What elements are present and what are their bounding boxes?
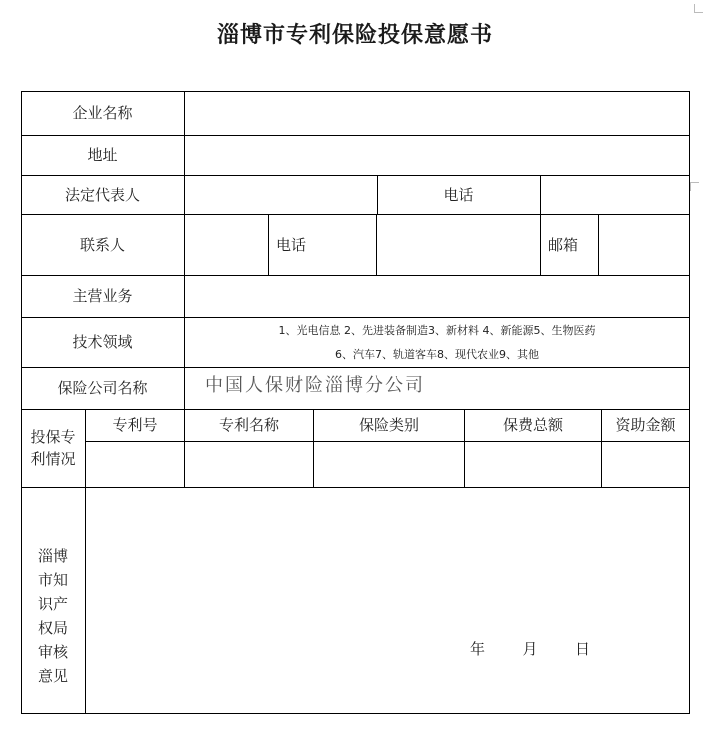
patent-name-field[interactable]: [185, 442, 313, 487]
company-name-field[interactable]: [185, 92, 689, 135]
patent-number-field[interactable]: [86, 442, 184, 487]
contact-label: 联系人: [79, 235, 125, 254]
insurance-type-field[interactable]: [314, 442, 464, 487]
insurer-label: 保险公司名称: [57, 379, 148, 397]
document-title: 淄博市专利保险投保意愿书: [216, 23, 493, 48]
phone-field[interactable]: [541, 176, 689, 214]
legal-rep-field[interactable]: [185, 176, 377, 214]
page-corner-mark: [694, 4, 703, 13]
coverage-section-label: [21, 409, 85, 487]
tech-options-line-2: 6、汽车7、轨道客车8、现代农业9、其他: [335, 348, 539, 362]
date-year-label: 年: [470, 640, 486, 658]
contact-phone-label: 电话: [276, 235, 307, 254]
subsidy-amount-field[interactable]: [602, 442, 689, 487]
main-business-field[interactable]: [185, 276, 689, 317]
header-subsidy-amount: 资助金额: [615, 416, 676, 434]
header-insurance-type: 保险类别: [358, 416, 419, 434]
column-divider: [540, 214, 541, 275]
tech-field-label: 技术领域: [72, 333, 133, 351]
coverage-section-text: 投保专利情况: [30, 428, 76, 468]
header-patent-number: 专利号: [112, 416, 158, 434]
address-field[interactable]: [185, 136, 689, 175]
address-label: 地址: [87, 146, 118, 164]
insurer-value: 中国人保财险淄博分公司: [205, 375, 425, 397]
premium-total-field[interactable]: [465, 442, 601, 487]
contact-phone-field[interactable]: [377, 215, 540, 275]
main-business-label: 主营业务: [72, 287, 133, 305]
company-name-label: 企业名称: [72, 104, 133, 122]
review-section-label: [21, 487, 85, 714]
review-opinion-field[interactable]: [86, 488, 689, 713]
header-patent-name: 专利名称: [218, 416, 279, 434]
email-field[interactable]: [599, 215, 689, 275]
legal-rep-label: 法定代表人: [64, 185, 140, 204]
review-section-text: 淄博市知识产权局审核意见: [37, 546, 68, 685]
header-premium-total: 保费总额: [502, 416, 563, 434]
contact-field[interactable]: [185, 215, 268, 275]
date-month-label: 月: [522, 640, 538, 658]
date-day-label: 日: [574, 640, 590, 658]
review-date: [470, 638, 590, 660]
column-divider: [268, 214, 269, 275]
table-corner-mark: [690, 182, 699, 191]
tech-options-line-1: 1、光电信息 2、先进装备制造3、新材料 4、新能源5、生物医药: [278, 324, 596, 338]
email-label: 邮箱: [548, 235, 579, 254]
phone-label: 电话: [443, 185, 474, 204]
